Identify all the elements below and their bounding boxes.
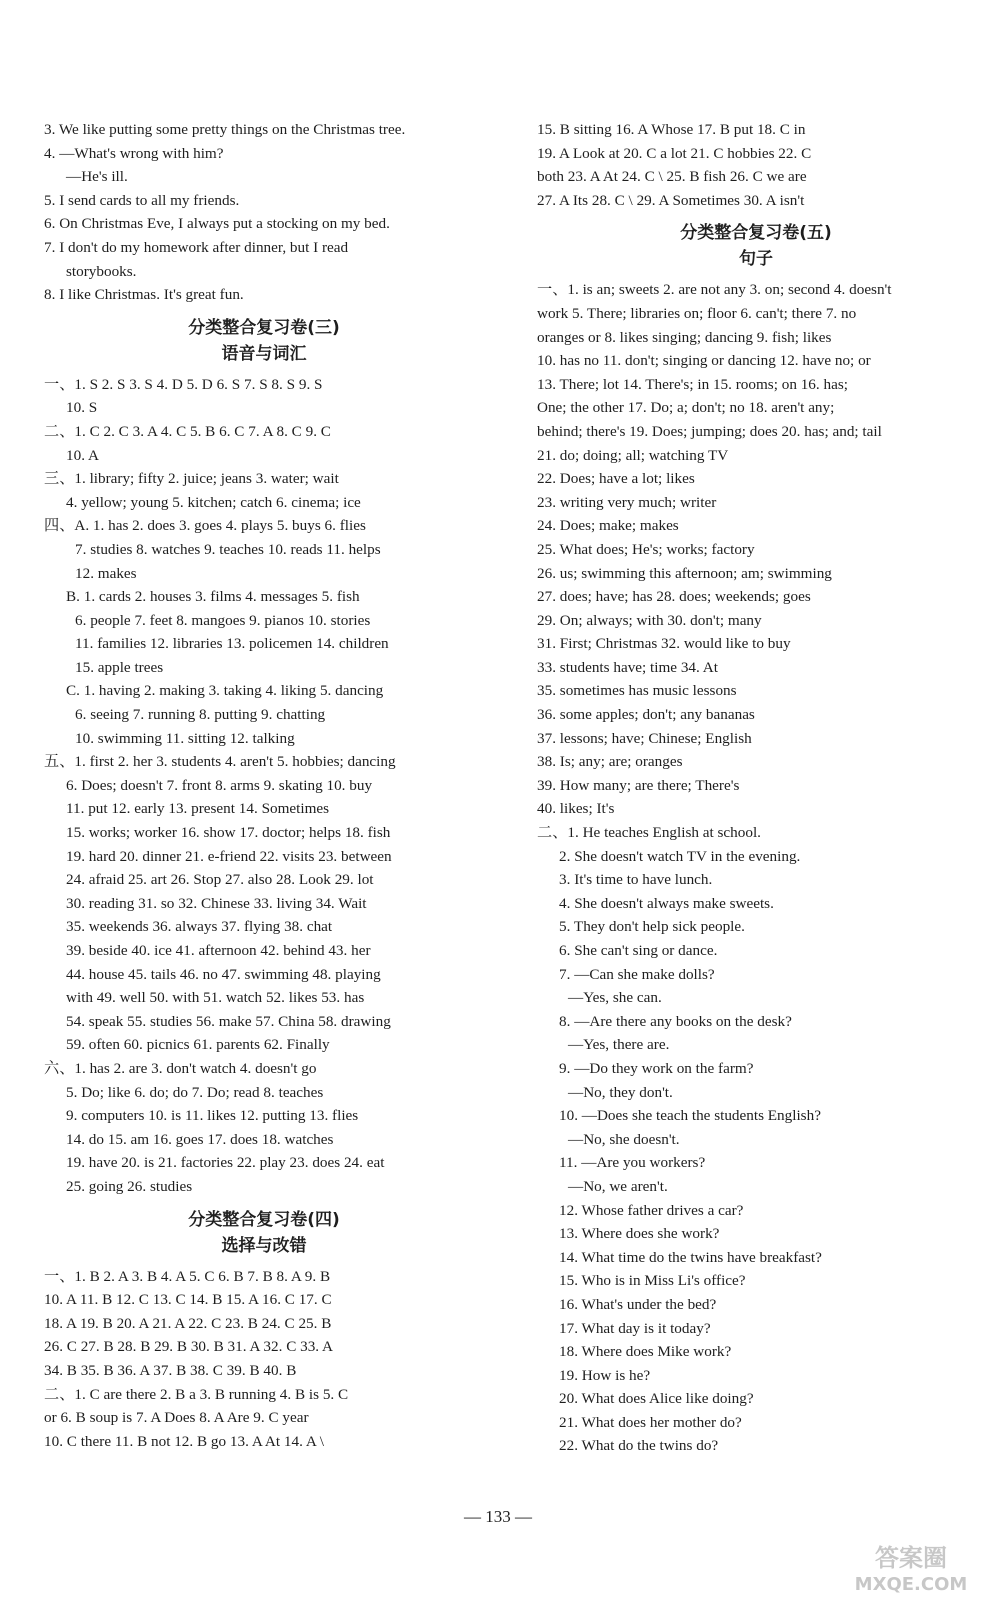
answer-line: 24. Does; make; makes xyxy=(537,517,679,535)
answer-line: 15. apple trees xyxy=(75,658,164,676)
answer-line: 6. people 7. feet 8. mangoes 9. pianos 10. stories xyxy=(75,611,371,629)
answer-line: —Yes, she can. xyxy=(568,989,662,1007)
answer-line: 四、A. 1. has 2. does 3. goes 4. plays 5. buys 6. flies xyxy=(44,517,366,535)
answer-line: 15. B sitting 16. A Whose 17. B put 18. C in xyxy=(537,121,806,138)
section-subtitle: 选择与改错 xyxy=(221,1235,307,1256)
answer-line: 38. Is; any; are; oranges xyxy=(537,753,683,771)
answer-line: 一、1. is an; sweets 2. are not any 3. on; second 4. doesn't xyxy=(537,281,892,299)
answer-line: 25. going 26. studies xyxy=(66,1177,193,1195)
answer-line: both 23. A At 24. C \ 25. B fish 26. C we are xyxy=(537,168,807,186)
answer-line: 22. Does; have a lot; likes xyxy=(537,470,695,488)
answer-line: 35. weekends 36. always 37. flying 38. chat xyxy=(66,918,333,936)
answer-line: 19. have 20. is 21. factories 22. play 23. does 24. eat xyxy=(66,1154,385,1172)
section-subtitle: 语音与词汇 xyxy=(221,343,307,364)
answer-line: 13. Where does she work? xyxy=(559,1225,720,1243)
section-title: 分类整合复习卷(五) xyxy=(680,223,832,244)
answer-line: 14. do 15. am 16. goes 17. does 18. watches xyxy=(66,1130,334,1148)
answer-line: 14. What time do the twins have breakfast? xyxy=(559,1248,822,1266)
answer-line: —No, they don't. xyxy=(568,1083,673,1101)
answer-line: 37. lessons; have; Chinese; English xyxy=(537,729,752,747)
answer-line: —No, she doesn't. xyxy=(568,1130,680,1148)
answer-line: 8. I like Christmas. It's great fun. xyxy=(44,286,244,304)
answer-line: 39. beside 40. ice 41. afternoon 42. behind 43. her xyxy=(66,942,371,959)
answer-line: 21. What does her mother do? xyxy=(559,1413,742,1431)
answer-line: 44. house 45. tails 46. no 47. swimming 48. playing xyxy=(66,965,381,983)
answer-line: 一、1. B 2. A 3. B 4. A 5. C 6. B 7. B 8. A 9. B xyxy=(44,1267,331,1285)
answer-line: 31. First; Christmas 32. would like to buy xyxy=(537,635,791,653)
answer-line: 22. What do the twins do? xyxy=(559,1437,719,1455)
answer-line: 10. A xyxy=(66,446,99,464)
answer-line: 19. A Look at 20. C a lot 21. C hobbies 22. C xyxy=(537,144,812,162)
watermark-logo xyxy=(836,1540,986,1596)
answer-line: 4. She doesn't always make sweets. xyxy=(559,894,774,912)
answer-line: 54. speak 55. studies 56. make 57. China 58. drawing xyxy=(66,1012,391,1030)
answer-line: 6. She can't sing or dance. xyxy=(559,942,718,959)
answer-line: storybooks. xyxy=(66,262,137,280)
answer-line: work 5. There; libraries on; floor 6. can't; there 7. no xyxy=(537,304,857,322)
answer-line: B. 1. cards 2. houses 3. films 4. messages 5. fish xyxy=(66,588,360,606)
watermark-url: MXQE.COM xyxy=(854,1574,968,1595)
answer-line: 13. There; lot 14. There's; in 15. rooms; on 16. has; xyxy=(537,375,848,393)
answer-line: One; the other 17. Do; a; don't; no 18. aren't any; xyxy=(537,399,835,417)
answer-line: 6. On Christmas Eve, I always put a stocking on my bed. xyxy=(44,215,390,233)
answer-line: 35. sometimes has music lessons xyxy=(537,682,737,700)
answer-line: 12. Whose father drives a car? xyxy=(559,1201,744,1219)
answer-line: 10. has no 11. don't; singing or dancing 12. have no; or xyxy=(537,352,871,370)
answer-line: 6. Does; doesn't 7. front 8. arms 9. skating 10. buy xyxy=(66,776,373,794)
answer-line: 26. C 27. B 28. B 29. B 30. B 31. A 32. C 33. A xyxy=(44,1338,334,1356)
answer-line: 11. families 12. libraries 13. policemen 14. children xyxy=(75,635,389,653)
answer-line: 二、1. C are there 2. B a 3. B running 4. B is 5. C xyxy=(44,1385,349,1403)
answer-line: 59. often 60. picnics 61. parents 62. Finally xyxy=(66,1036,330,1054)
answer-line: 34. B 35. B 36. A 37. B 38. C 39. B 40. B xyxy=(44,1361,297,1379)
answer-line: 10. —Does she teach the students English? xyxy=(559,1107,821,1125)
answer-line: 25. What does; He's; works; factory xyxy=(537,540,755,558)
answer-line: 21. do; doing; all; watching TV xyxy=(537,446,729,464)
answer-line: 7. —Can she make dolls? xyxy=(559,965,715,983)
answer-line: 10. C there 11. B not 12. B go 13. A At 14. A \ xyxy=(44,1432,325,1450)
answer-line: 二、1. He teaches English at school. xyxy=(537,824,761,842)
section-title: 分类整合复习卷(四) xyxy=(188,1209,340,1230)
answer-line: —No, we aren't. xyxy=(568,1177,668,1195)
answer-line: 40. likes; It's xyxy=(537,800,615,818)
answer-line: 24. afraid 25. art 26. Stop 27. also 28. Look 29. lot xyxy=(66,871,374,889)
answer-line: 4. yellow; young 5. kitchen; catch 6. cinema; ice xyxy=(66,493,361,511)
answer-line: 15. Who is in Miss Li's office? xyxy=(559,1272,746,1290)
answer-line: 27. does; have; has 28. does; weekends; goes xyxy=(537,588,811,606)
answer-line: 36. some apples; don't; any bananas xyxy=(537,706,755,724)
answer-line: or 6. B soup is 7. A Does 8. A Are 9. C year xyxy=(44,1409,309,1427)
answer-line: 30. reading 31. so 32. Chinese 33. living 34. Wait xyxy=(66,894,367,912)
answer-line: 10. A 11. B 12. C 13. C 14. B 15. A 16. C 17. C xyxy=(44,1291,332,1309)
answer-line: 3. It's time to have lunch. xyxy=(559,871,713,889)
answer-line: 6. seeing 7. running 8. putting 9. chatting xyxy=(75,706,326,724)
answer-line: 33. students have; time 34. At xyxy=(537,658,718,676)
answer-line: 16. What's under the bed? xyxy=(559,1295,717,1313)
answer-line: 17. What day is it today? xyxy=(559,1319,711,1337)
answer-line: 23. writing very much; writer xyxy=(537,493,717,511)
answer-line: 11. put 12. early 13. present 14. Sometimes xyxy=(66,800,330,818)
answer-line: 26. us; swimming this afternoon; am; swimming xyxy=(537,564,832,582)
answer-line: 19. How is he? xyxy=(559,1366,651,1384)
answer-line: 5. I send cards to all my friends. xyxy=(44,191,240,209)
answer-line: with 49. well 50. with 51. watch 52. likes 53. has xyxy=(66,989,365,1007)
answer-line: 39. How many; are there; There's xyxy=(537,776,740,794)
answer-line: 20. What does Alice like doing? xyxy=(559,1390,754,1408)
answer-line: 五、1. first 2. her 3. students 4. aren't 5. hobbies; dancing xyxy=(44,753,396,771)
answer-line: 18. A 19. B 20. A 21. A 22. C 23. B 24. C 25. B xyxy=(44,1314,332,1332)
answer-line: 29. On; always; with 30. don't; many xyxy=(537,611,762,629)
answer-line: 5. They don't help sick people. xyxy=(559,918,745,936)
answer-line: 15. works; worker 16. show 17. doctor; helps 18. fish xyxy=(66,824,391,842)
left-column xyxy=(44,118,484,1453)
answer-line: 9. computers 10. is 11. likes 12. putting 13. flies xyxy=(66,1107,359,1125)
answer-line: 19. hard 20. dinner 21. e-friend 22. visits 23. between xyxy=(66,847,392,865)
page-number: — 133 — xyxy=(464,1507,532,1526)
answer-line: behind; there's 19. Does; jumping; does 20. has; and; tail xyxy=(537,422,882,440)
answer-line: 10. swimming 11. sitting 12. talking xyxy=(75,729,295,747)
section-title: 分类整合复习卷(三) xyxy=(188,317,340,338)
answer-line: 12. makes xyxy=(75,564,137,582)
answer-line: 4. —What's wrong with him? xyxy=(44,144,224,162)
answer-line: oranges or 8. likes singing; dancing 9. fish; likes xyxy=(537,328,832,346)
answer-line: 六、1. has 2. are 3. don't watch 4. doesn't go xyxy=(44,1059,317,1077)
answer-line: 3. We like putting some pretty things on the Christmas tree. xyxy=(44,121,406,138)
answer-line: 二、1. C 2. C 3. A 4. C 5. B 6. C 7. A 8. C 9. C xyxy=(44,422,331,440)
answer-line: 一、1. S 2. S 3. S 4. D 5. D 6. S 7. S 8. S 9. S xyxy=(44,375,323,393)
answer-line: 三、1. library; fifty 2. juice; jeans 3. water; wait xyxy=(44,470,339,488)
answer-line: —Yes, there are. xyxy=(568,1036,670,1054)
answer-line: 10. S xyxy=(66,399,98,417)
answer-line: 27. A Its 28. C \ 29. A Sometimes 30. A isn't xyxy=(537,191,805,209)
watermark-text: 答案圈 xyxy=(875,1544,947,1572)
answer-line: 11. —Are you workers? xyxy=(559,1154,706,1172)
answer-line: 7. studies 8. watches 9. teaches 10. reads 11. helps xyxy=(75,540,381,558)
answer-line: 9. —Do they work on the farm? xyxy=(559,1059,754,1077)
answer-line: 18. Where does Mike work? xyxy=(559,1343,732,1361)
answer-line: 5. Do; like 6. do; do 7. Do; read 8. teaches xyxy=(66,1083,324,1101)
answer-line: 8. —Are there any books on the desk? xyxy=(559,1012,792,1030)
answer-line: 2. She doesn't watch TV in the evening. xyxy=(559,847,801,865)
section-subtitle: 句子 xyxy=(739,249,773,270)
right-column xyxy=(537,118,975,1458)
answer-line: —He's ill. xyxy=(66,168,128,186)
answer-line: C. 1. having 2. making 3. taking 4. liking 5. dancing xyxy=(66,682,384,700)
answer-line: 7. I don't do my homework after dinner, but I read xyxy=(44,238,349,256)
